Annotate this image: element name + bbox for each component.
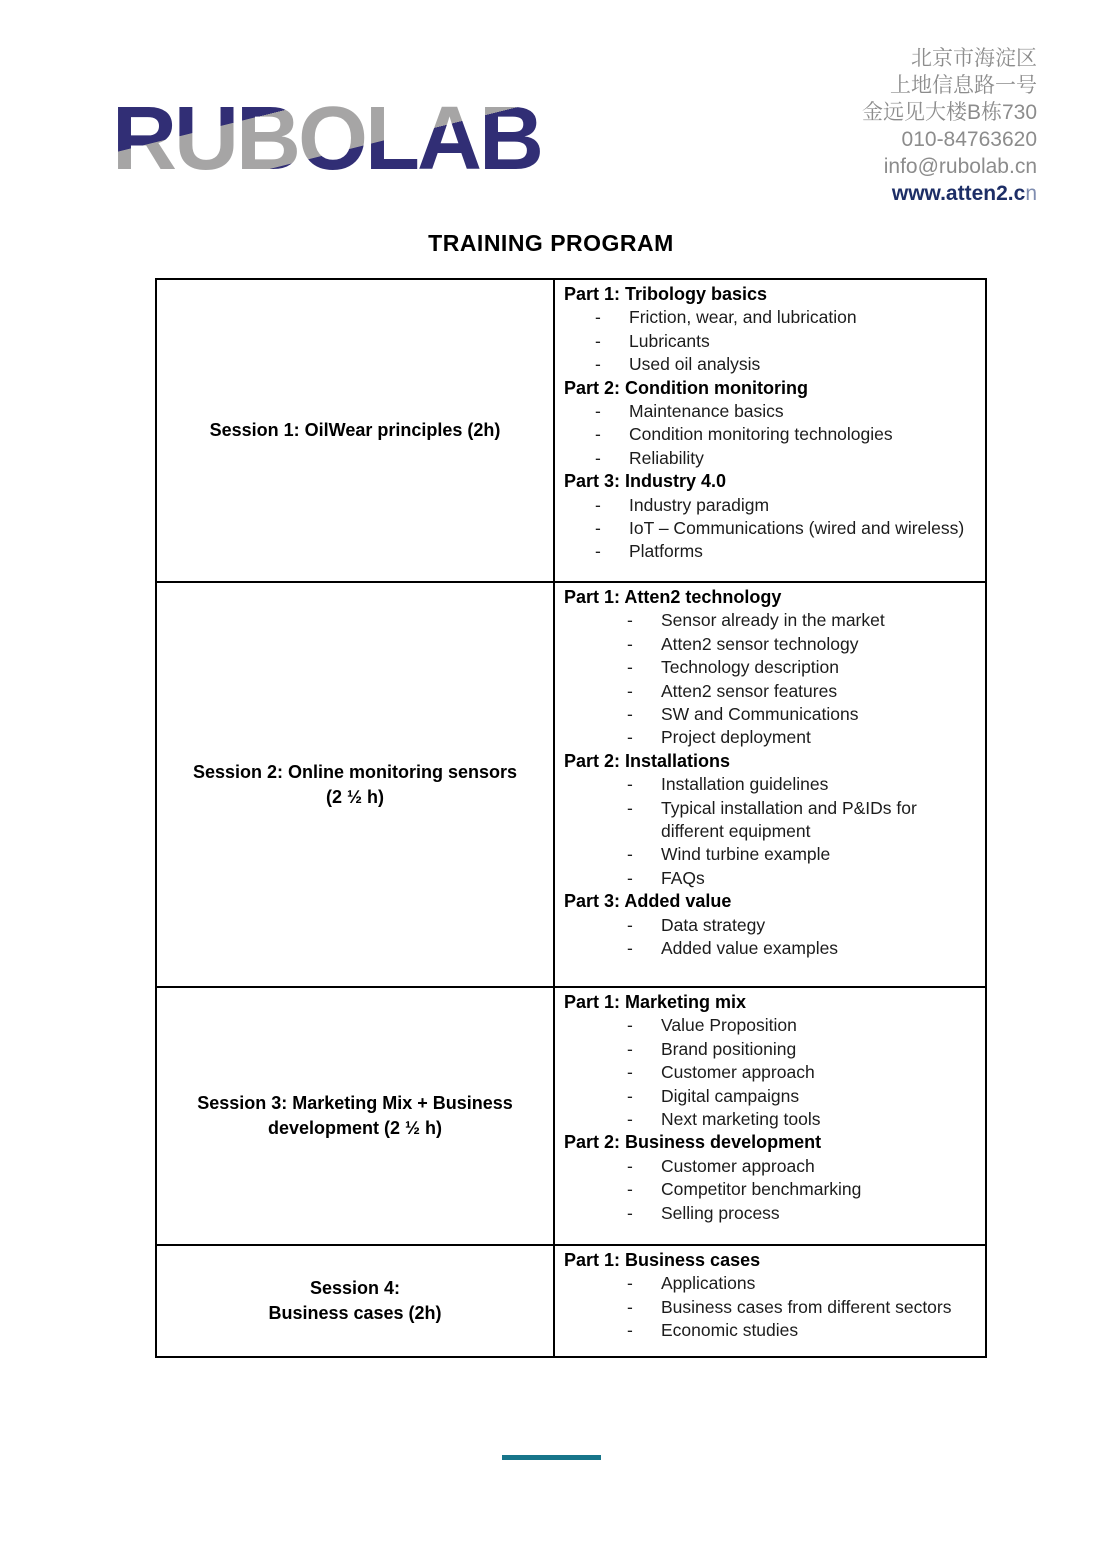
content-cell — [554, 987, 986, 1245]
content-cell — [554, 1245, 986, 1357]
bullet-text: - Used oil analysis — [629, 354, 761, 375]
bullet-item — [564, 330, 979, 353]
contact-address-line-2: 上地信息路一号 — [890, 74, 1037, 97]
website-main-text: www.atten2.c — [891, 182, 1026, 205]
website-link[interactable] — [862, 180, 1037, 207]
bullet-text: - Economic studies — [661, 1320, 799, 1341]
bullet-item — [564, 867, 979, 890]
bullet-text: - Atten2 sensor technology — [661, 633, 859, 654]
bullet-text: - Industry paradigm — [629, 494, 770, 515]
footer-divider — [502, 1455, 601, 1460]
bullet-item — [564, 680, 979, 703]
bullet-item — [564, 1061, 979, 1084]
bullet-item — [564, 540, 979, 563]
contact-block — [862, 45, 1037, 207]
bullet-text: - Technology description — [661, 657, 840, 678]
session-label: Session 4: — [309, 1278, 401, 1298]
content-cell — [554, 279, 986, 582]
table-row — [156, 279, 986, 582]
part-title: Part 3: Added value — [564, 891, 732, 912]
bullet-item — [564, 633, 979, 656]
bullet-text: - Digital campaigns — [661, 1085, 800, 1106]
bullet-text: - IoT – Communications (wired and wireless) — [629, 518, 965, 539]
part-title: Part 1: Atten2 technology — [564, 587, 782, 607]
content-cell — [554, 582, 986, 987]
company-logo: RUBOLAB — [112, 89, 541, 189]
session-cell — [156, 987, 554, 1245]
bullet-text: - Added value examples — [661, 938, 839, 959]
part-title: Part 3: Industry 4.0 — [564, 471, 727, 492]
session-cell — [156, 279, 554, 582]
bullet-text: - Lubricants — [629, 330, 710, 351]
bullet-text: - Business cases from different sectors — [661, 1296, 952, 1317]
session-cell — [156, 582, 554, 987]
contact-phone: 010-84763620 — [901, 128, 1037, 151]
bullet-text: - Selling process — [661, 1202, 780, 1223]
table-row — [156, 987, 986, 1245]
training-program-table — [155, 278, 987, 1358]
table-row — [156, 582, 986, 987]
bullet-item — [564, 1085, 979, 1108]
bullet-item — [564, 447, 979, 470]
contact-address-line-1: 北京市海淀区 — [911, 47, 1037, 70]
bullet-text: - Customer approach — [661, 1155, 815, 1176]
bullet-text: - SW and Communications — [661, 704, 859, 725]
page-title: TRAINING PROGRAM — [428, 230, 674, 256]
part-title: Part 2: Business development — [564, 1132, 822, 1153]
session-label: (2 ½ h) — [325, 786, 384, 807]
bullet-text: - Atten2 sensor features — [661, 680, 838, 701]
website-tail-text: n — [1025, 182, 1037, 205]
bullet-text: - Installation guidelines — [661, 774, 829, 795]
part-title: Part 2: Installations — [564, 750, 731, 771]
bullet-item — [564, 1202, 979, 1225]
bullet-item — [564, 494, 979, 517]
bullet-text: - Friction, wear, and lubrication — [629, 307, 857, 328]
bullet-item — [564, 1014, 979, 1037]
session-label: development (2 ½ h) — [267, 1118, 443, 1138]
table-row — [156, 1245, 986, 1357]
bullet-item — [564, 423, 979, 446]
bullet-item — [564, 773, 979, 796]
part-title: Part 1: Marketing mix — [564, 992, 747, 1012]
session-label: Session 3: Marketing Mix + Business — [197, 1093, 513, 1113]
session-label: Session 1: OilWear principles (2h) — [209, 420, 501, 440]
bullet-text: - Project deployment — [661, 727, 811, 748]
bullet-item — [564, 609, 979, 632]
bullet-item — [564, 306, 979, 329]
bullet-item — [564, 517, 979, 540]
bullet-item — [564, 1178, 979, 1201]
bullet-item — [564, 914, 979, 937]
bullet-text: - Maintenance basics — [629, 401, 784, 422]
bullet-item — [564, 937, 979, 960]
bullet-item — [564, 797, 979, 844]
bullet-item — [564, 1038, 979, 1061]
bullet-text: - Customer approach — [661, 1062, 815, 1083]
session-label: Session 2: Online monitoring sensors — [192, 761, 518, 782]
bullet-item — [564, 1108, 979, 1131]
bullet-text: - Condition monitoring technologies — [629, 424, 893, 445]
session-cell — [156, 1245, 554, 1357]
bullet-item — [564, 400, 979, 423]
bullet-text: - Competitor benchmarking — [661, 1179, 862, 1200]
bullet-text: - Next marketing tools — [661, 1109, 821, 1130]
contact-address-line-3: 金远见大楼B栋730 — [861, 101, 1037, 124]
contact-email: info@rubolab.cn — [883, 155, 1037, 178]
bullet-text: - Wind turbine example — [661, 844, 831, 865]
bullet-item — [564, 726, 979, 749]
bullet-text: - Brand positioning — [661, 1038, 797, 1059]
table-body — [156, 279, 986, 1357]
bullet-text: - Typical installation and P&IDs for different equipment — [661, 797, 917, 842]
bullet-text: - Sensor already in the market — [661, 610, 885, 631]
bullet-item — [564, 1319, 979, 1342]
bullet-text: - Value Proposition — [661, 1015, 797, 1036]
part-title: Part 1: Business cases — [564, 1250, 761, 1270]
bullet-item — [564, 353, 979, 376]
bullet-text: - Applications — [661, 1273, 756, 1294]
bullet-item — [564, 1296, 979, 1319]
part-title: Part 1: Tribology basics — [564, 284, 768, 304]
part-title: Part 2: Condition monitoring — [564, 377, 808, 398]
session-label: Business cases (2h) — [268, 1303, 442, 1323]
bullet-item — [564, 703, 979, 726]
bullet-text: - FAQs — [661, 867, 705, 888]
bullet-text: - Reliability — [629, 447, 704, 468]
bullet-item — [564, 1155, 979, 1178]
bullet-item — [564, 656, 979, 679]
bullet-text: - Platforms — [629, 541, 703, 562]
bullet-text: - Data strategy — [661, 914, 766, 935]
bullet-item — [564, 1272, 979, 1295]
bullet-item — [564, 843, 979, 866]
